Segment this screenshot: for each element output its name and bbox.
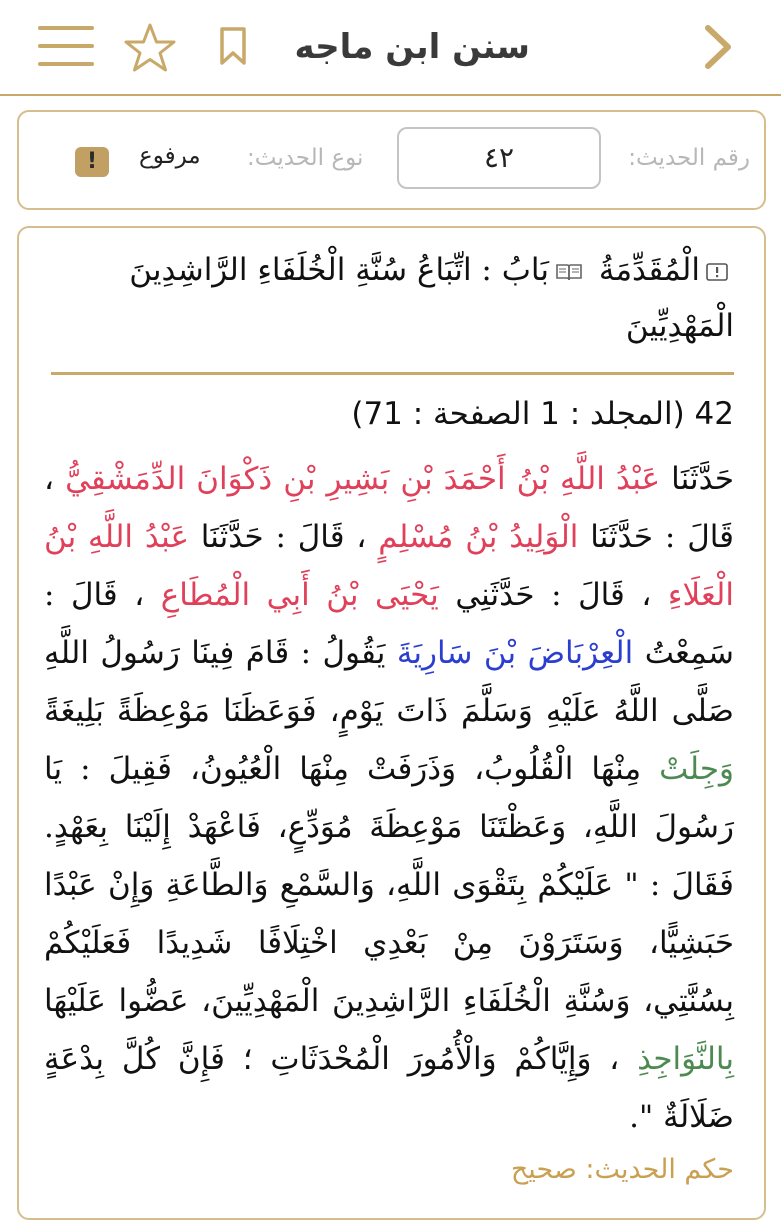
alert-book-icon[interactable] bbox=[706, 262, 728, 282]
narrator-link[interactable]: عَبْدُ اللَّهِ بْنُ الْعَلَاءِ bbox=[44, 519, 734, 613]
divider bbox=[51, 372, 734, 375]
star-icon[interactable] bbox=[122, 22, 178, 74]
bookmark-icon[interactable] bbox=[218, 26, 248, 66]
hadith-text-segment: ، قَالَ : حَدَّثَنَا bbox=[44, 461, 734, 555]
book-title: الْمُقَدِّمَةُ bbox=[598, 252, 700, 288]
glossary-word-link[interactable]: بِالنَّوَاجِذِ bbox=[637, 1041, 734, 1077]
menu-icon[interactable] bbox=[38, 24, 94, 68]
companion-link[interactable]: الْعِرْبَاضَ بْنَ سَارِيَةَ bbox=[396, 635, 634, 671]
hadith-number-label: رقم الحديث: bbox=[628, 145, 750, 171]
hadith-text-segment: مِنْهَا الْقُلُوبُ، وَذَرَفَتْ مِنْهَا الْعُيُونُ، فَقِيلَ : يَا رَسُولَ اللَّهِ، وَعَظْتَنَا مَوْعِظَةَ مُوَدِّعٍ، فَاعْهَدْ إِلَيْنَا بِعَهْدٍ. فَقَالَ : " عَلَيْكُمْ بِتَقْوَى اللَّهِ، وَالسَّمْعِ وَالطَّاعَةِ وَإِنْ عَبْدًا حَبَشِيًّا، وَسَتَرَوْنَ مِنْ بَعْدِي اخْتِلَافًا شَدِيدًا فَعَلَيْكُمْ بِسُنَّتِي، وَسُنَّةِ الْخُلَفَاءِ الرَّاشِدِينَ الْمَهْدِيِّينَ، عَضُّوا عَلَيْهَا bbox=[44, 751, 734, 1019]
chevron-right-icon[interactable] bbox=[692, 22, 742, 72]
hadith-text-segment: ، قَالَ : حَدَّثَنَا bbox=[188, 519, 379, 555]
hadith-reference: 42 (المجلد : 1 الصفحة : 71) bbox=[351, 396, 734, 432]
warning-icon[interactable]: ! bbox=[75, 147, 109, 177]
hadith-text-segment: يَقُولُ : قَامَ فِينَا رَسُولُ اللَّهِ صَلَّى اللَّهُ عَلَيْهِ وَسَلَّمَ ذَاتَ يَوْمٍ، فَوَعَظَنَا مَوْعِظَةً بَلِيغَةً bbox=[44, 635, 734, 729]
hadith-content-panel bbox=[17, 226, 766, 1220]
narrator-link[interactable]: الْوَلِيدُ بْنُ مُسْلِمٍ bbox=[378, 519, 579, 555]
narrator-link[interactable]: عَبْدُ اللَّهِ بْنُ أَحْمَدَ بْنِ بَشِيرِ بْنِ ذَكْوَانَ الدِّمَشْقِيُّ bbox=[65, 461, 661, 497]
open-book-icon[interactable] bbox=[555, 262, 583, 282]
hadith-text bbox=[44, 450, 734, 1146]
hadith-info-panel bbox=[17, 110, 766, 210]
hadith-text-segment: ، قَالَ : سَمِعْتُ bbox=[44, 577, 734, 671]
page-title: سنن ابن ماجه bbox=[294, 27, 530, 67]
narrator-link[interactable]: يَحْيَى بْنُ أَبِي الْمُطَاعِ bbox=[160, 577, 439, 613]
chapter-heading bbox=[54, 242, 734, 354]
hadith-ruling: حكم الحديث: صحيح bbox=[510, 1154, 734, 1185]
chapter-title: بَابُ : اتِّبَاعُ سُنَّةِ الْخُلَفَاءِ الرَّاشِدِينَ الْمَهْدِيِّينَ bbox=[129, 252, 734, 344]
hadith-type-value: مرفوع bbox=[139, 143, 201, 169]
hadith-text-segment: ، وَإِيَّاكُمْ وَالْأُمُورَ الْمُحْدَثَاتِ ؛ فَإِنَّ كُلَّ بِدْعَةٍ ضَلَالَةٌ ". bbox=[44, 1041, 734, 1135]
hadith-text-segment: ، قَالَ : حَدَّثَنِي bbox=[438, 577, 668, 613]
hadith-number-input[interactable]: ٤٢ bbox=[397, 127, 601, 189]
glossary-word-link[interactable]: وَجِلَتْ bbox=[659, 751, 734, 787]
app-header bbox=[0, 0, 781, 96]
hadith-text-segment: حَدَّثَنَا bbox=[660, 461, 735, 497]
hadith-type-label: نوع الحديث: bbox=[247, 145, 364, 171]
